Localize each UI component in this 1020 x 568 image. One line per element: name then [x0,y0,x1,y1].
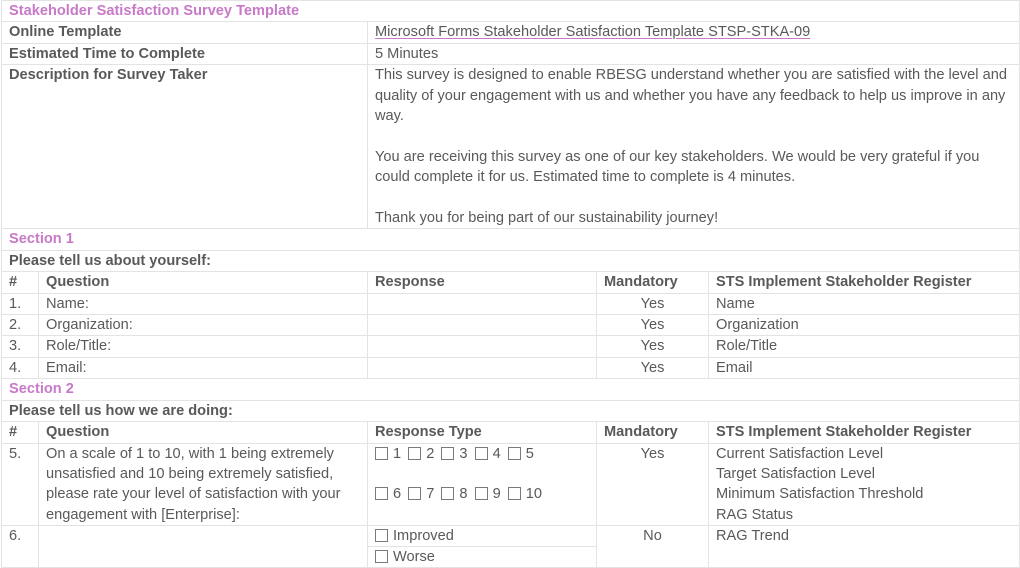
row-mandatory: Yes [597,293,709,314]
scale-option-7[interactable]: 7 [408,484,434,504]
description-label: Description for Survey Taker [2,65,368,229]
register-minimum-threshold: Minimum Satisfaction Threshold [716,486,924,503]
row-question: Name: [39,293,368,314]
col-mandatory: Mandatory [597,422,709,443]
col-register: STS Implement Stakeholder Register [709,422,1020,443]
checkbox-icon[interactable] [375,529,388,542]
col-question: Question [39,272,368,293]
checkbox-icon[interactable] [408,487,421,500]
table-row [2,443,1020,526]
checkbox-icon[interactable] [475,487,488,500]
col-question: Question [39,422,368,443]
document-title: Stakeholder Satisfaction Survey Template [2,1,1020,22]
col-response: Response [368,272,597,293]
row-register: Role/Title [709,336,1020,357]
row-register: Name [709,293,1020,314]
checkbox-icon[interactable] [441,447,454,460]
section-2-header-row [2,422,1020,443]
checkbox-icon[interactable] [441,487,454,500]
response-field-name[interactable] [368,293,597,314]
scale-option-9[interactable]: 9 [475,484,501,504]
response-field-email[interactable] [368,357,597,378]
scale-option-4[interactable]: 4 [475,444,501,464]
row-mandatory: Yes [597,336,709,357]
checkbox-icon[interactable] [508,487,521,500]
section-1-heading: Section 1 [2,229,1020,250]
row-question: Email: [39,357,368,378]
online-template-label: Online Template [2,22,368,43]
satisfaction-scale [368,443,597,526]
row-number: 5. [2,443,39,526]
row-register: Organization [709,315,1020,336]
row-mandatory: Yes [597,443,709,526]
row-number: 3. [2,336,39,357]
table-row [2,315,1020,336]
scale-option-1[interactable]: 1 [375,444,401,464]
row-register: Email [709,357,1020,378]
trend-options [368,526,597,568]
row-question [39,526,368,568]
response-field-organization[interactable] [368,315,597,336]
row-question: Role/Title: [39,336,368,357]
col-response-type: Response Type [368,422,597,443]
row-mandatory: Yes [597,357,709,378]
register-rag-status: RAG Status [716,506,794,523]
estimated-time-label: Estimated Time to Complete [2,43,368,64]
scale-option-6[interactable]: 6 [375,484,401,504]
row-register: RAG Trend [709,526,1020,568]
scale-option-3[interactable]: 3 [441,444,467,464]
checkbox-icon[interactable] [375,550,388,563]
scale-option-10[interactable]: 10 [508,484,542,504]
col-mandatory: Mandatory [597,272,709,293]
row-number: 2. [2,315,39,336]
register-target-satisfaction: Target Satisfaction Level [716,465,875,482]
section-1-prompt: Please tell us about yourself: [2,250,1020,271]
row-register [709,443,1020,526]
row-question: On a scale of 1 to 10, with 1 being extremely unsatisfied and 10 being extremely satisfied, please rate your level of satisfaction with your engagement with [Enterprise]: [39,443,368,526]
row-question: Organization: [39,315,368,336]
row-mandatory: Yes [597,315,709,336]
section-2-prompt: Please tell us how we are doing: [2,400,1020,421]
option-improved[interactable]: Improved [368,526,596,546]
scale-option-5[interactable]: 5 [508,444,534,464]
table-row [2,526,1020,568]
register-current-satisfaction: Current Satisfaction Level [716,445,884,462]
row-mandatory: No [597,526,709,568]
col-number: # [2,272,39,293]
checkbox-icon[interactable] [508,447,521,460]
survey-template-table [1,0,1020,568]
row-number: 1. [2,293,39,314]
table-row [2,336,1020,357]
description-paragraph-2: You are receiving this survey as one of our key stakeholders. We would be very grateful if you could complete it for us. Estimated time to complete is 4 minutes. [375,148,980,186]
col-number: # [2,422,39,443]
row-number: 6. [2,526,39,568]
checkbox-icon[interactable] [475,447,488,460]
scale-option-8[interactable]: 8 [441,484,467,504]
option-worse[interactable]: Worse [368,546,596,567]
checkbox-icon[interactable] [375,487,388,500]
description-text [368,65,1020,229]
section-2-heading: Section 2 [2,379,1020,400]
scale-option-2[interactable]: 2 [408,444,434,464]
section-1-header-row [2,272,1020,293]
checkbox-icon[interactable] [375,447,388,460]
table-row [2,357,1020,378]
online-template-link[interactable]: Microsoft Forms Stakeholder Satisfaction Template STSP-STKA-09 [375,24,811,41]
description-paragraph-1: This survey is designed to enable RBESG understand whether you are satisfied with the level and quality of your engagement with us and whether you have any feedback to help us improve in any way. [375,67,1007,125]
row-number: 4. [2,357,39,378]
estimated-time-value: 5 Minutes [368,43,1020,64]
description-paragraph-3: Thank you for being part of our sustainability journey! [375,210,719,227]
checkbox-icon[interactable] [408,447,421,460]
response-field-role[interactable] [368,336,597,357]
table-row [2,293,1020,314]
col-register: STS Implement Stakeholder Register [709,272,1020,293]
